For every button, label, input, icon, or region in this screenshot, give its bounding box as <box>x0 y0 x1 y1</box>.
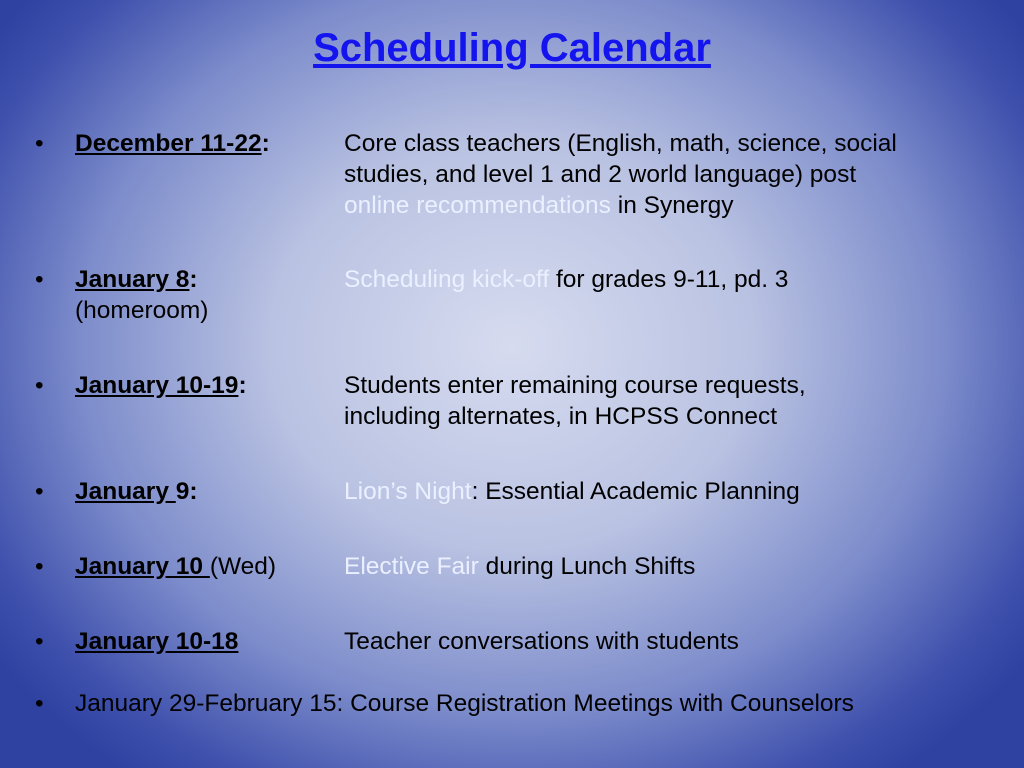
date-label: January 9: <box>75 478 198 505</box>
highlight-text: Scheduling kick-off <box>344 266 550 293</box>
highlight-text: Elective Fair <box>344 553 479 580</box>
item-description: Elective Fair during Lunch Shifts <box>344 553 696 580</box>
bullet-icon: • <box>35 372 44 399</box>
bullet-icon: • <box>35 553 44 580</box>
date-label: January 8: <box>75 266 198 293</box>
bullet-icon: • <box>35 690 44 717</box>
date-label: January 29-February 15: Course Registration Meetings with Counselors <box>75 690 854 717</box>
date-label: January 10-19: <box>75 372 247 399</box>
date-label: December 11-22: <box>75 130 270 157</box>
item-description: Students enter remaining course requests, including alternates, in HCPSS Connect <box>344 372 806 430</box>
highlight-text: online recommendations <box>344 192 611 219</box>
bullet-icon: • <box>35 130 44 157</box>
item-description: Scheduling kick-off for grades 9-11, pd. 3 <box>344 266 789 293</box>
item-description: Teacher conversations with students <box>344 628 739 655</box>
date-label: January 10 (Wed) <box>75 553 277 580</box>
bullet-icon: • <box>35 478 44 505</box>
highlight-text: Lion’s Night <box>344 478 472 505</box>
date-label: January 10-18 <box>75 628 239 655</box>
item-description: Lion’s Night: Essential Academic Planning <box>344 478 800 505</box>
date-continuation: (homeroom) <box>75 297 209 324</box>
bullet-icon: • <box>35 628 44 655</box>
bullet-icon: • <box>35 266 44 293</box>
slide-title: Scheduling Calendar <box>313 26 711 70</box>
item-description: Core class teachers (English, math, science, social studies, and level 1 and 2 world language) post online recommendations in Synergy <box>344 130 897 219</box>
item-description: Course Registration Meetings with Counselors <box>350 690 854 717</box>
